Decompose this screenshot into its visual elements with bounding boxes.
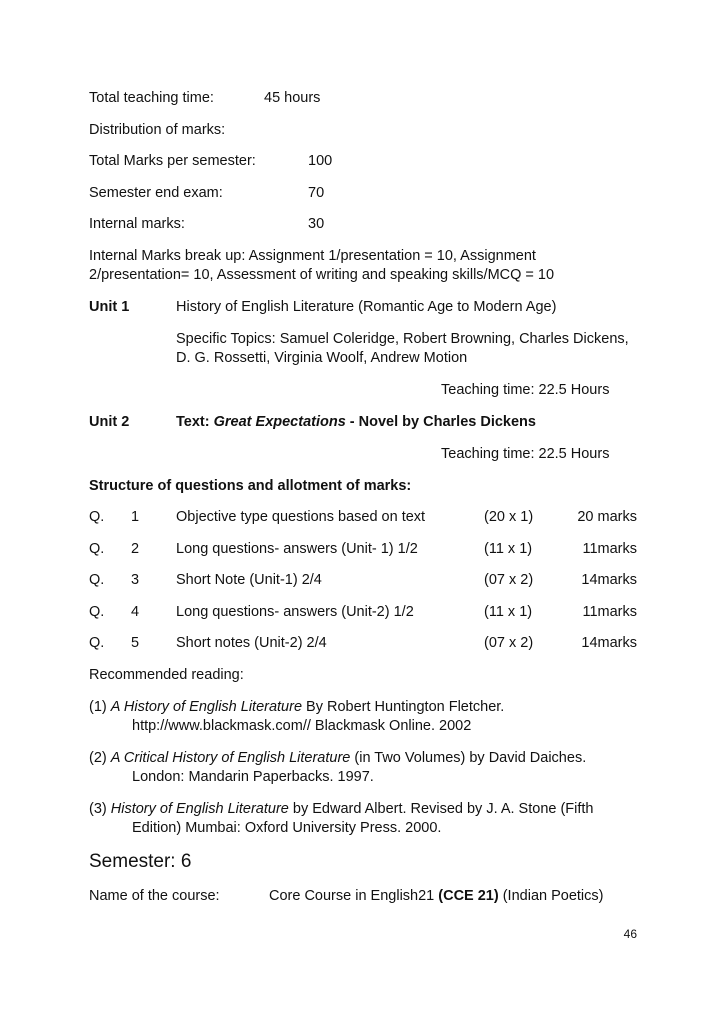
question-5-q: Q. xyxy=(89,635,105,651)
question-1-number: 1 xyxy=(131,509,140,525)
unit2-text xyxy=(176,412,536,432)
question-5-number: 5 xyxy=(131,635,140,651)
breakup-line-1: Internal Marks break up: Assignment 1/presentation = 10, Assignment xyxy=(89,248,536,264)
question-1-description: Objective type questions based on text xyxy=(176,509,426,525)
question-1-q: Q. xyxy=(89,509,105,525)
teaching-time-value: 45 hours xyxy=(264,90,321,106)
question-1-marks: 20 marks xyxy=(577,509,637,525)
unit1-teaching-time: Teaching time: 22.5 Hours xyxy=(441,382,610,398)
reading-2-line-2: London: Mandarin Paperbacks. 1997. xyxy=(132,769,374,785)
unit2-text-prefix: Text: xyxy=(176,414,214,430)
unit1-topics-line-2: D. G. Rossetti, Virginia Woolf, Andrew Motion xyxy=(176,350,468,366)
reading-1-line-1 xyxy=(89,697,504,717)
question-2-number: 2 xyxy=(131,541,140,557)
unit2-teaching-time: Teaching time: 22.5 Hours xyxy=(441,446,610,462)
unit1-label: Unit 1 xyxy=(89,299,130,315)
question-1-calc: (20 x 1) xyxy=(484,509,534,525)
reading-1-line-2: http://www.blackmask.com// Blackmask Online. 2002 xyxy=(132,718,472,734)
unit2-text-suffix: - Novel by Charles Dickens xyxy=(345,414,536,430)
reading-1-number: (1) xyxy=(89,699,111,715)
reading-1-rest: By Robert Huntington Fletcher. xyxy=(302,699,505,715)
question-4-number: 4 xyxy=(131,604,140,620)
question-2-q: Q. xyxy=(89,541,105,557)
reading-2-rest: (in Two Volumes) by David Daiches. xyxy=(350,750,587,766)
question-3-calc: (07 x 2) xyxy=(484,572,534,588)
question-3-marks: 14marks xyxy=(581,572,637,588)
reading-1-title: A History of English Literature xyxy=(110,699,303,715)
course-value-suffix: (Indian Poetics) xyxy=(498,888,604,904)
question-5-marks: 14marks xyxy=(581,635,637,651)
breakup-line-2: 2/presentation= 10, Assessment of writing and speaking skills/MCQ = 10 xyxy=(89,267,555,283)
question-3-description: Short Note (Unit-1) 2/4 xyxy=(176,572,322,588)
question-4-marks: 11marks xyxy=(582,604,637,620)
teaching-time-label: Total teaching time: xyxy=(89,90,214,106)
question-2-calc: (11 x 1) xyxy=(484,541,533,557)
unit2-label: Unit 2 xyxy=(89,414,130,430)
question-5-description: Short notes (Unit-2) 2/4 xyxy=(176,635,327,651)
question-4-q: Q. xyxy=(89,604,105,620)
question-2-description: Long questions- answers (Unit- 1) 1/2 xyxy=(176,541,418,557)
reading-3-line-1 xyxy=(89,799,594,819)
question-3-number: 3 xyxy=(131,572,140,588)
semester-exam-label: Semester end exam: xyxy=(89,185,223,201)
unit1-title: History of English Literature (Romantic Age to Modern Age) xyxy=(176,299,557,315)
course-value-prefix: Core Course in English21 xyxy=(269,888,439,904)
distribution-label: Distribution of marks: xyxy=(89,122,226,138)
unit2-text-title: Great Expectations xyxy=(213,414,346,430)
course-value xyxy=(269,886,603,906)
reading-2-number: (2) xyxy=(89,750,111,766)
reading-heading: Recommended reading: xyxy=(89,667,244,683)
reading-2-title: A Critical History of English Literature xyxy=(110,750,351,766)
reading-3-number: (3) xyxy=(89,801,111,817)
total-marks-value: 100 xyxy=(308,153,333,169)
page-number: 46 xyxy=(623,927,637,941)
reading-3-title: History of English Literature xyxy=(110,801,289,817)
question-4-calc: (11 x 1) xyxy=(484,604,533,620)
question-2-marks: 11marks xyxy=(582,541,637,557)
unit1-topics-line-1: Specific Topics: Samuel Coleridge, Robert Browning, Charles Dickens, xyxy=(176,331,629,347)
question-5-calc: (07 x 2) xyxy=(484,635,534,651)
reading-2-line-1 xyxy=(89,748,586,768)
reading-3-line-2: Edition) Mumbai: Oxford University Press. 2000. xyxy=(132,820,442,836)
semester-heading: Semester: 6 xyxy=(89,851,192,872)
question-3-q: Q. xyxy=(89,572,105,588)
question-4-description: Long questions- answers (Unit-2) 1/2 xyxy=(176,604,414,620)
course-code: (CCE 21) xyxy=(438,888,499,904)
semester-exam-value: 70 xyxy=(308,185,325,201)
reading-3-rest: by Edward Albert. Revised by J. A. Stone (Fifth xyxy=(288,801,594,817)
structure-heading: Structure of questions and allotment of marks: xyxy=(89,478,412,494)
total-marks-label: Total Marks per semester: xyxy=(89,153,256,169)
internal-marks-label: Internal marks: xyxy=(89,216,185,232)
course-label: Name of the course: xyxy=(89,888,220,904)
internal-marks-value: 30 xyxy=(308,216,325,232)
